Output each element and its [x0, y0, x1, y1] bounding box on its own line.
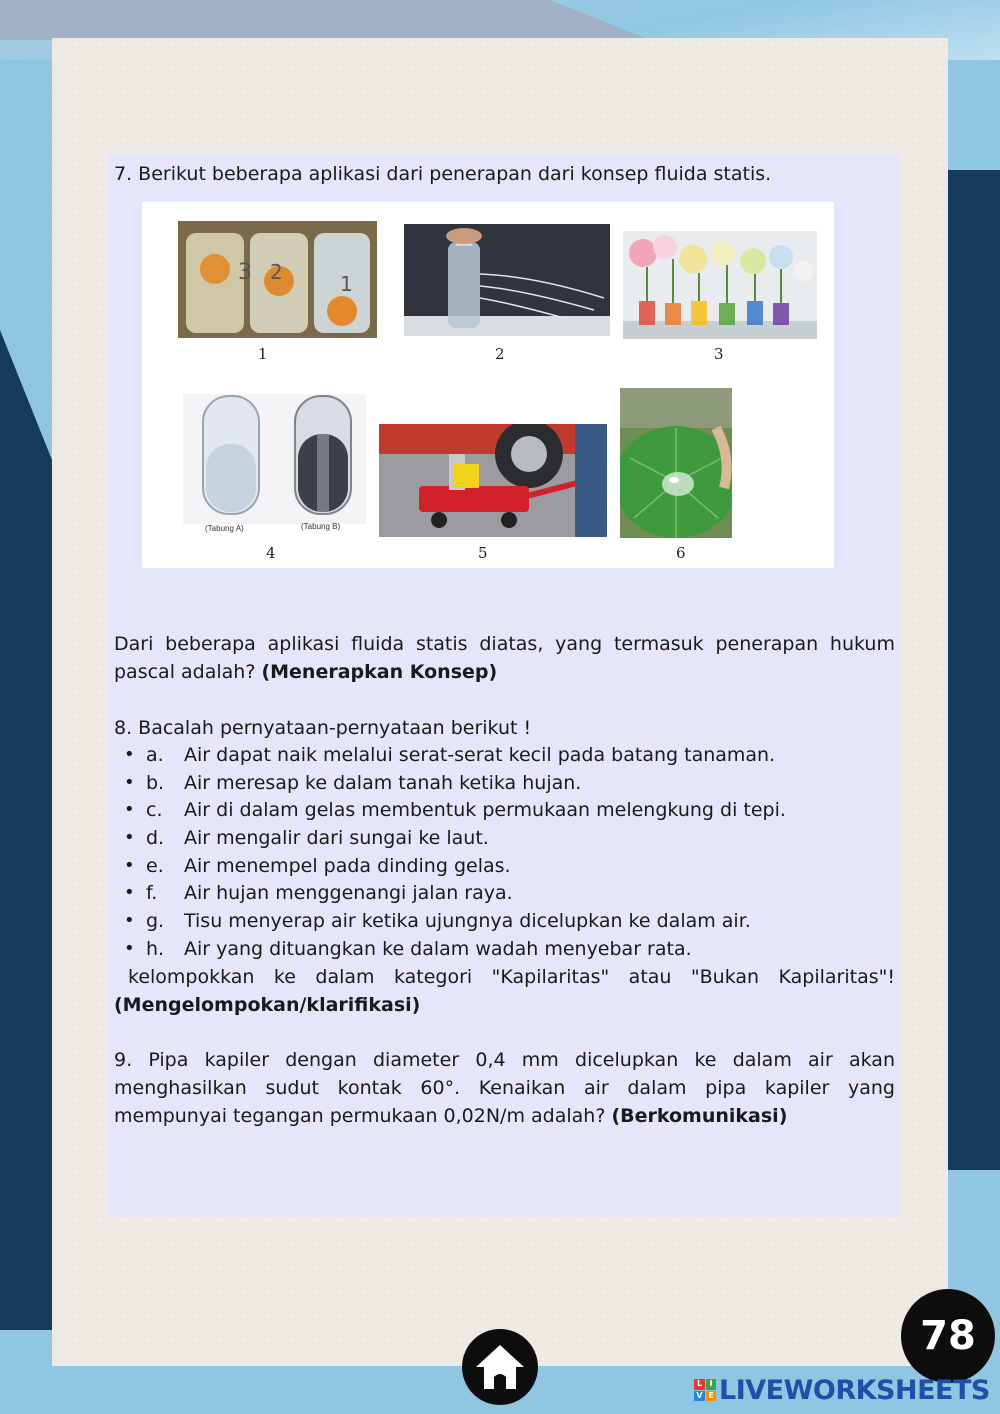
photo-3-colored-flowers: [623, 231, 817, 339]
tube-a-label: (Tabung A): [205, 524, 244, 533]
list-item: • c. Air di dalam gelas membentuk permukaan melengkung di tepi.: [124, 796, 894, 824]
list-item: • e. Air menempel pada dinding gelas.: [124, 852, 894, 880]
figure-label-3: 3: [714, 345, 724, 363]
bullet-icon: •: [124, 771, 135, 793]
question-9-text: [114, 1046, 895, 1130]
liveworksheets-logo-icon: L I V E: [694, 1379, 716, 1401]
question-8-instruction: kelompokkan ke dalam kategori "Kapilaritas" atau "Bukan Kapilaritas"!: [128, 966, 895, 988]
tube-b-label: (Tabung B): [301, 522, 341, 531]
list-item: • h. Air yang dituangkan ke dalam wadah menyebar rata.: [124, 935, 894, 963]
figure-label-4: 4: [266, 544, 276, 562]
statement-list: [124, 741, 894, 963]
list-item: • f. Air hujan menggenangi jalan raya.: [124, 879, 894, 907]
svg-text:3: 3: [238, 260, 252, 285]
bullet-icon: •: [124, 799, 135, 821]
figure-label-1: 1: [258, 345, 268, 363]
list-item: • g. Tisu menyerap air ketika ujungnya dicelupkan ke dalam air.: [124, 907, 894, 935]
figure-label-5: 5: [478, 544, 488, 562]
bullet-icon: •: [124, 909, 135, 931]
svg-text:1: 1: [340, 272, 353, 296]
liveworksheets-brand[interactable]: [694, 1374, 990, 1406]
photo-1-egg-bottles: [178, 221, 377, 338]
bullet-icon: •: [124, 882, 135, 904]
photo-4-test-tubes: [183, 394, 366, 538]
home-button[interactable]: [462, 1329, 538, 1405]
question-7-skill: (Menerapkan Konsep): [261, 661, 498, 683]
question-9-skill: (Berkomunikasi): [611, 1105, 788, 1127]
home-icon: [462, 1329, 538, 1405]
list-item: • b. Air meresap ke dalam tanah ketika hujan.: [124, 769, 894, 797]
figure-label-6: 6: [676, 544, 686, 562]
bullet-icon: •: [124, 854, 135, 876]
photo-5-hydraulic-jack: [379, 424, 607, 537]
bullet-icon: •: [124, 937, 135, 959]
fluid-applications-figure: [142, 202, 834, 568]
figure-label-2: 2: [495, 345, 505, 363]
list-item: • a. Air dapat naik melalui serat-serat kecil pada batang tanaman.: [124, 741, 894, 769]
background-navy-right: [940, 170, 1000, 1170]
question-7-text: [114, 630, 895, 686]
photo-6-leaf-droplet: [620, 388, 732, 538]
question-8-title: 8. Bacalah pernyataan-pernyataan berikut !: [114, 717, 532, 739]
question-9-prompt: 9. Pipa kapiler dengan diameter 0,4 mm dicelupkan ke dalam air akan menghasilkan sudut kontak 60°. Kenaikan air dalam pipa kapiler yang mempunyai tegangan permukaan 0,02N/m adalah?: [114, 1049, 895, 1127]
list-item: • d. Air mengalir dari sungai ke laut.: [124, 824, 894, 852]
background-navy-left: [0, 330, 60, 1330]
photo-2-bottle-holes: [404, 224, 610, 336]
page-number-badge: 78: [901, 1289, 995, 1383]
question-7-prompt: Dari beberapa aplikasi fluida statis diatas, yang termasuk penerapan hukum pascal adalah?: [114, 633, 895, 683]
svg-text:2: 2: [270, 260, 283, 284]
brand-name: LIVEWORKSHEETS: [719, 1374, 990, 1406]
bullet-icon: •: [124, 826, 135, 848]
bullet-icon: •: [124, 743, 135, 765]
question-8-skill: (Mengelompokan/klarifikasi): [114, 994, 421, 1016]
question-7-title: 7. Berikut beberapa aplikasi dari penerapan dari konsep fluida statis.: [114, 163, 772, 185]
